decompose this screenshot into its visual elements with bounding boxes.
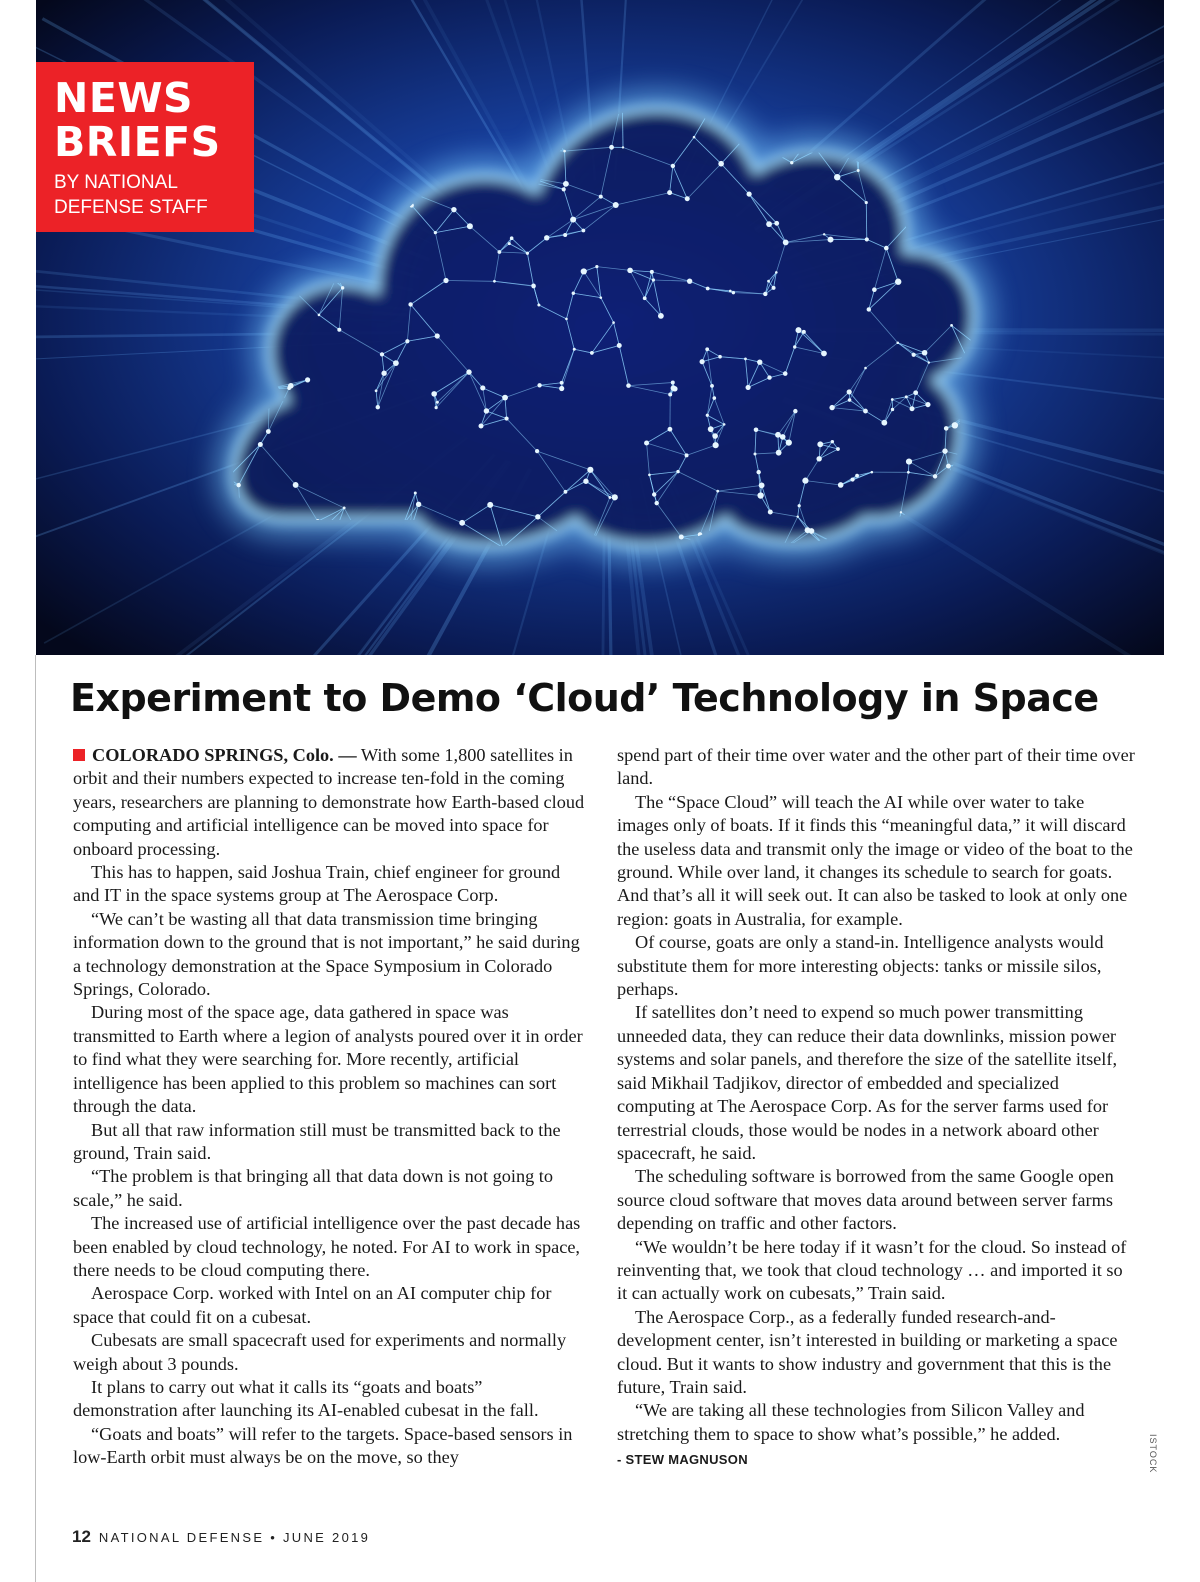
article-paragraph: This has to happen, said Joshua Train, chief engineer for ground and IT in the space systems group at The Aerospace Corp. [73,862,561,906]
article-column-1 [73,744,585,1470]
badge-title-line1: NEWS [54,74,194,122]
photo-credit: ISTOCK [1148,1434,1158,1474]
badge-title-line2: BRIEFS [54,118,221,166]
article-paragraph: The increased use of artificial intelligence over the past decade has been enabled by cloud technology, he noted. For AI to work in space, there needs to be cloud computing there. [73,1213,581,1280]
article-paragraph: Cubesats are small spacecraft used for experiments and normally weigh about 3 pounds. [73,1330,567,1374]
article-paragraph: It plans to carry out what it calls its “goats and boats” demonstration after launching its AI-enabled cubesat in the fall. [73,1376,539,1421]
article-paragraph [73,744,585,861]
article-paragraph: But all that raw information still must be transmitted back to the ground, Train said. [73,1119,561,1163]
article-paragraph: spend part of their time over water and the other part of their time over land. [617,745,1135,789]
article-author-byline: - STEW MAGNUSON [617,1452,748,1468]
badge-byline-line2: DEFENSE STAFF [54,197,208,218]
article-headline: Experiment to Demo ‘Cloud’ Technology in Space [70,676,1099,720]
article-paragraph: Of course, goats are only a stand-in. Intelligence analysts would substitute them for more interesting objects: tanks or missile silos, perhaps. [617,932,1104,1000]
page-footer [72,1527,370,1547]
article-paragraph: The Aerospace Corp., as a federally funded research-and-development center, isn’t interested in building or marketing a space cloud. But it wants to show industry and government that this is the future, Train said. [617,1306,1118,1397]
article-paragraph: “We wouldn’t be here today if it wasn’t for the cloud. So instead of reinventing that, we took that cloud technology … and imported it so it can actually work on cubesats,” Train said. [617,1236,1127,1304]
badge-byline-line1: BY NATIONAL [54,172,178,193]
article-paragraph: The scheduling software is borrowed from the same Google open source cloud software that moves data around between server farms depending on traffic and other factors. [617,1166,1114,1234]
page-number: 12 [72,1527,91,1546]
article-column-2 [617,744,1137,1472]
red-square-bullet-icon [73,749,85,761]
article-paragraph: The “Space Cloud” will teach the AI while over water to take images only of boats. If it finds this “meaningful data,” it will discard the useless data and transmit only the image or video of the boat to the ground. While over land, it changes its schedule to search for goats. And that’s all it will seek out. It can also be tasked to look at only one region: goats in Australia, for example. [617,791,1133,929]
article-dateline: COLORADO SPRINGS, Colo. — [92,745,357,765]
article-paragraph-text: With some 1,800 satellites in orbit and their numbers expected to increase ten-fold in the coming years, researchers are planning to demonstrate how Earth-based cloud computing and artificial intelligence can be moved into space for onboard processing. [73,745,585,859]
article-paragraph: If satellites don’t need to expend so much power transmitting unneeded data, they can reduce their data downlinks, mission power systems and solar panels, and therefore the size of the satellite itself, said Mikhail Tadjikov, director of embedded and specialized computing at The Aerospace Corp. As for the server farms used for terrestrial clouds, those would be nodes in a network aboard other spacecraft, he said. [617,1002,1118,1163]
article-paragraph: “We can’t be wasting all that data transmission time bringing information down to the ground that is not important,” he said during a technology demonstration at the Space Symposium in Colorado Springs, Colorado. [73,908,580,1000]
article-paragraph: During most of the space age, data gathered in space was transmitted to Earth where a legion of analysts poured over it in order to find what they were searching for. More recently, artificial intelligence has been applied to this problem so machines can sort through the data. [73,1002,583,1117]
article-paragraph: “The problem is that bringing all that data down is not going to scale,” he said. [73,1166,554,1210]
article-paragraph: Aerospace Corp. worked with Intel on an AI computer chip for space that could fit on a cubesat. [73,1283,552,1327]
news-briefs-badge [36,62,254,232]
page-left-rule [35,655,36,1582]
article-paragraph: “Goats and boats” will refer to the targets. Space-based sensors in low-Earth orbit must always be on the move, so they [73,1423,573,1468]
article-paragraph: “We are taking all these technologies from Silicon Valley and stretching them to space to show what’s possible,” he added. [617,1400,1085,1444]
publication-name-date: NATIONAL DEFENSE • JUNE 2019 [98,1530,371,1545]
